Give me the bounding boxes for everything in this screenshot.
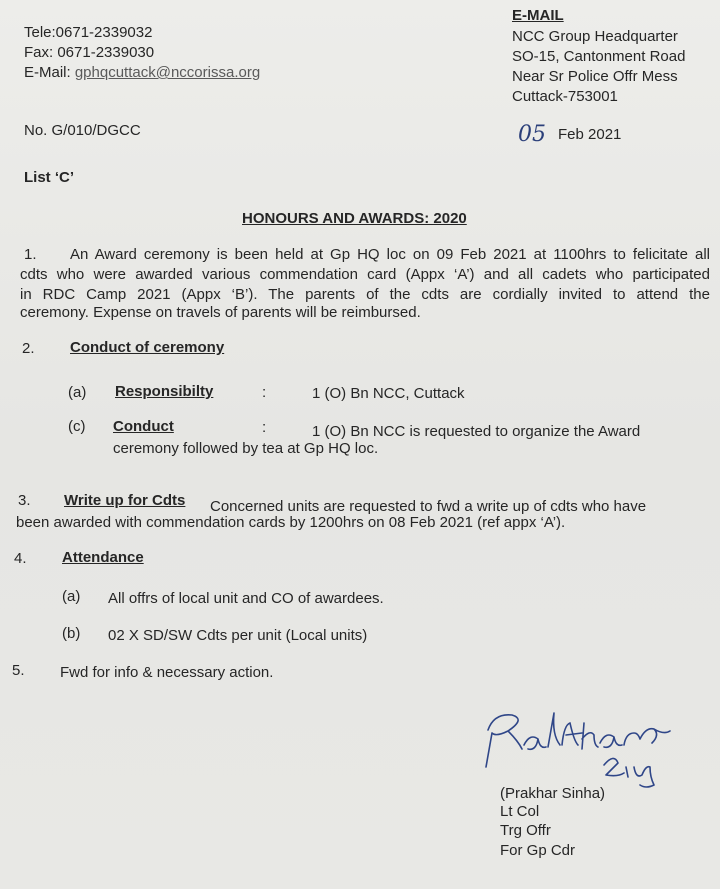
para1-line2: cdts who were awarded various commendation card (Appx ‘A’) and all cadets who participated [20, 266, 710, 283]
list-label: List ‘C’ [24, 169, 75, 186]
para3-line1: Concerned units are requested to fwd a write up of cdts who have [210, 498, 647, 515]
fax-number: Fax: 0671-2339030 [24, 44, 155, 61]
para1-line4: ceremony. Expense on travels of parents will be reimbursed. [20, 304, 421, 321]
email-title: E-MAIL [512, 7, 564, 24]
para2c-label: (c) [68, 418, 86, 435]
para4b-label: (b) [62, 625, 81, 642]
signatory-for: For Gp Cdr [500, 842, 576, 859]
para2-heading: Conduct of ceremony [70, 339, 225, 356]
address-line-3: Near Sr Police Offr Mess [512, 68, 678, 85]
para4a-text: All offrs of local unit and CO of awardees. [108, 590, 384, 607]
para2c-text-line1: 1 (O) Bn NCC is requested to organize the Award [312, 423, 641, 440]
para3-number: 3. [18, 492, 31, 509]
para2a-label: (a) [68, 384, 87, 401]
handwritten-signature [478, 705, 688, 795]
para2a-text: 1 (O) Bn NCC, Cuttack [312, 385, 465, 402]
para2c-text-line2: ceremony followed by tea at Gp HQ loc. [113, 440, 379, 457]
signatory-name: (Prakhar Sinha) [500, 785, 606, 802]
email-line [24, 64, 260, 81]
signatory-appointment: Trg Offr [500, 822, 551, 839]
para2-number: 2. [22, 340, 35, 357]
address-line-4: Cuttack-753001 [512, 88, 618, 105]
tele-number: Tele:0671-2339032 [24, 24, 153, 41]
para2a-heading: Responsibilty [115, 383, 214, 400]
email-link[interactable]: gphqcuttack@nccorissa.org [74, 64, 261, 81]
para4a-label: (a) [62, 588, 81, 605]
email-label: E-Mail: [24, 64, 71, 81]
signatory-rank: Lt Col [500, 803, 540, 820]
date-month-year: Feb 2021 [558, 126, 622, 143]
date-day-handwritten: 05 [518, 122, 546, 147]
para3-heading: Write up for Cdts [64, 492, 186, 509]
para2c-heading: Conduct [113, 418, 174, 435]
para1-line1: An Award ceremony is been held at Gp HQ loc on 09 Feb 2021 at 1100hrs to felicitate all [70, 246, 710, 263]
para4b-text: 02 X SD/SW Cdts per unit (Local units) [108, 627, 368, 644]
address-line-1: NCC Group Headquarter [512, 28, 678, 45]
para3-line2: been awarded with commendation cards by 1200hrs on 08 Feb 2021 (ref appx ‘A’). [16, 514, 566, 531]
para1-line3: in RDC Camp 2021 (Appx ‘B’). The parents of the cdts are cordially invited to attend the [20, 286, 710, 303]
para5-text: Fwd for info & necessary action. [60, 664, 274, 681]
reference-number: No. G/010/DGCC [24, 122, 141, 139]
address-line-2: SO-15, Cantonment Road [512, 48, 686, 65]
para4-number: 4. [14, 550, 27, 567]
subject-heading: HONOURS AND AWARDS: 2020 [242, 210, 467, 227]
para2a-colon: : [262, 384, 267, 401]
para5-number: 5. [12, 662, 25, 679]
para4-heading: Attendance [62, 549, 144, 566]
para1-number: 1. [24, 246, 37, 263]
para2c-colon: : [262, 419, 267, 436]
